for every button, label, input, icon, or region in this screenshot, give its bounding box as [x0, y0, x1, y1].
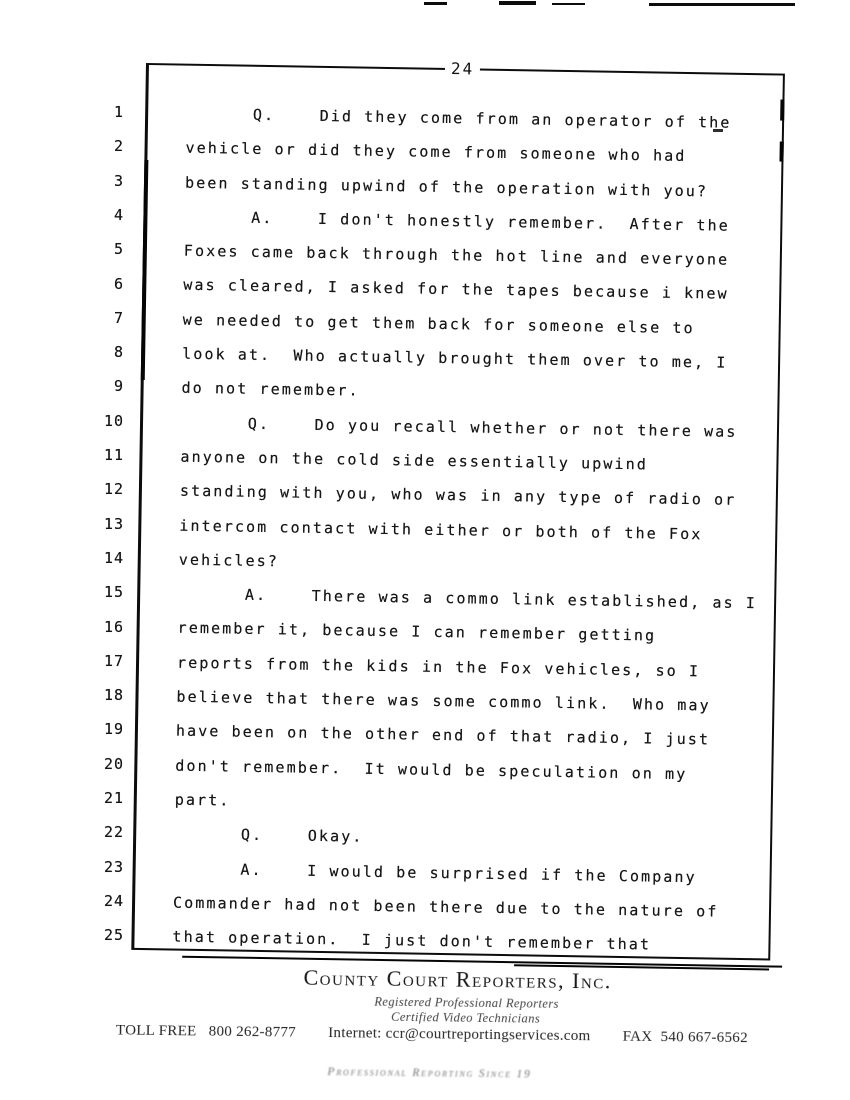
scan-artifact-border-smudge: [779, 142, 783, 162]
line-number: 12: [103, 480, 124, 499]
footer-tagline-certified: Certified Video Technicians: [391, 1009, 541, 1026]
transcript-line-text: don't remember. It would be speculation on my: [175, 756, 688, 783]
line-number: 6: [113, 274, 124, 293]
line-number: 11: [103, 446, 124, 464]
line-number: 23: [103, 857, 124, 876]
transcript-line-text: have been on the other end of that radio, I just: [175, 721, 711, 749]
transcript-line-text: A. There was a commo link established, as I: [178, 584, 758, 613]
line-number: 25: [103, 926, 124, 945]
line-number: 24: [103, 891, 124, 910]
footer-bottom-tagline: Professional Reporting Since 19: [327, 1066, 532, 1081]
line-number: 4: [113, 205, 124, 224]
company-name: County Court Reporters, Inc.: [303, 964, 612, 994]
transcript-line-text: Foxes came back through the hot line and everyone: [183, 241, 730, 269]
transcript-line-text: remember it, because I can remember getting: [177, 619, 657, 645]
transcript-line-text: Commander had not been there due to the nature of: [172, 893, 719, 921]
transcript-line-text: anyone on the cold side essentially upwind: [180, 447, 649, 474]
transcript-line-text: Q. Do you recall whether or not there was: [180, 413, 738, 441]
page-border: [131, 59, 785, 960]
transcript-line-text: vehicles?: [178, 550, 280, 571]
transcript-line-text: vehicle or did they come from someone who had: [185, 138, 687, 166]
footer-tagline-registered: Registered Professional Reporters: [374, 994, 559, 1011]
scan-artifact-line: [552, 3, 585, 5]
line-number: 20: [103, 754, 124, 773]
transcript-line-text: do not remember.: [181, 379, 360, 400]
transcript-line-text: was cleared, I asked for the tapes because i knew: [183, 276, 729, 304]
transcript-line-text: part.: [174, 790, 231, 810]
transcript-line-text: believe that there was some commo link. Who may: [176, 687, 711, 715]
internet-address: Internet: ccr@courtreportingservices.com: [328, 1025, 591, 1045]
line-number: 3: [113, 171, 124, 190]
transcript-line-text: reports from the kids in the Fox vehicles, so I: [176, 653, 701, 681]
transcript-line-text: Q. Okay.: [174, 824, 364, 846]
page-number: 24: [445, 59, 481, 79]
line-number: 8: [113, 343, 124, 362]
transcript-line-text: A. I would be surprised if the Company: [173, 859, 697, 886]
transcript-line-text: A. I don't honestly remember. After the: [184, 207, 730, 235]
line-number: 5: [113, 240, 124, 259]
line-number: 9: [113, 377, 124, 396]
transcript-line-text: Q. Did they come from an operator of the: [186, 104, 732, 132]
transcript-line-text: that operation. I just don't remember that: [172, 927, 652, 954]
transcript-line-text: we needed to get them back for someone else to: [182, 310, 695, 337]
line-number: 17: [103, 651, 124, 670]
line-number: 1: [113, 103, 124, 121]
line-number: 22: [103, 823, 124, 842]
toll-free-number: TOLL FREE 800 262-8777: [115, 1022, 297, 1041]
line-number: 15: [103, 583, 124, 602]
line-number: 13: [103, 514, 124, 533]
transcript-line-text: intercom contact with either or both of the Fox: [179, 516, 703, 543]
line-number: 16: [103, 617, 124, 636]
transcript-line-text: been standing upwind of the operation with you?: [184, 173, 709, 200]
scan-artifact-border-smudge: [780, 100, 784, 121]
line-number: 21: [103, 789, 124, 807]
scan-artifact-line: [499, 1, 536, 5]
scan-artifact-border-smudge: [141, 160, 149, 380]
fax-number: FAX 540 667-6562: [622, 1028, 748, 1047]
scan-artifact-line: [424, 2, 447, 5]
transcript-lines: [172, 105, 774, 972]
scan-artifact-line: [649, 3, 795, 6]
line-number: 18: [103, 686, 124, 705]
line-number: 14: [103, 548, 124, 567]
transcript-line-text: standing with you, who was in any type of radio or: [179, 481, 737, 510]
line-number: 19: [103, 720, 124, 739]
reporter-footer: [0, 960, 850, 1100]
footer-contact-row: [116, 1022, 748, 1047]
line-number: 2: [113, 137, 124, 156]
line-number: 7: [113, 308, 124, 327]
line-number: 10: [103, 411, 124, 430]
transcript-line-text: look at. Who actually brought them over to me, I: [182, 344, 728, 372]
